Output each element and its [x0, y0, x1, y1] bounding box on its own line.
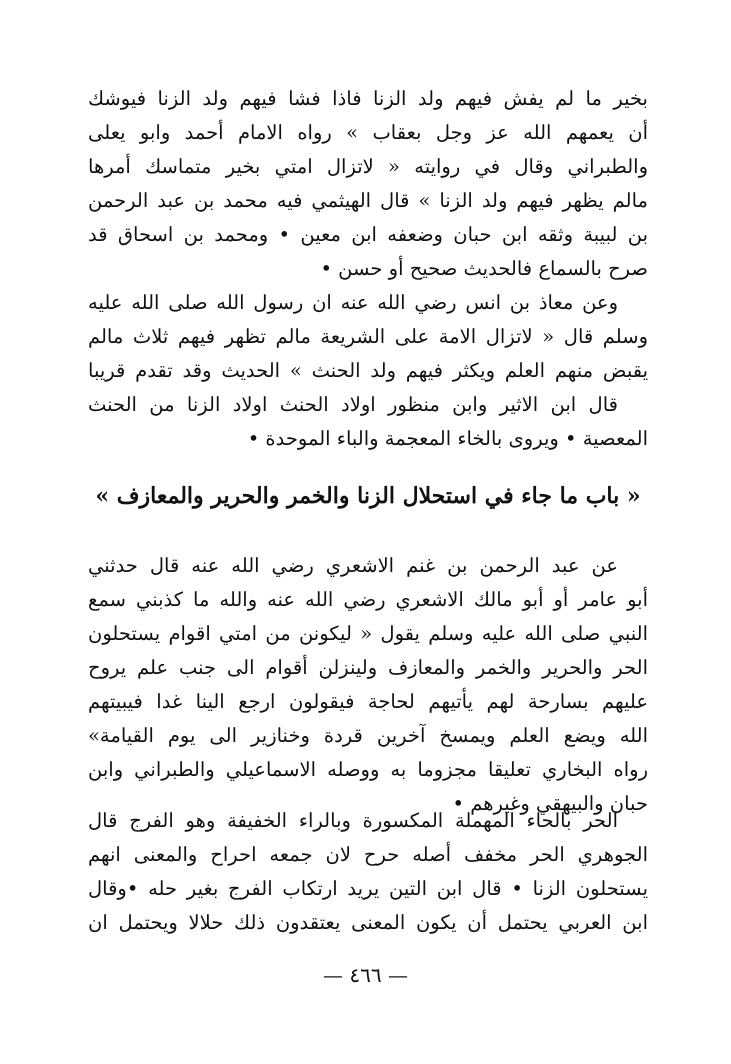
text-line: الحر والحرير والخمر والمعازف ولينزلن أقوام الى جنب علم يروح [88, 656, 648, 679]
text-line: الحر بالحاء المهملة المكسورة وبالراء الخفيفة وهو الفرج قال [88, 809, 618, 832]
text-line: صرح بالسماع فالحديث صحيح أو حسن • [320, 257, 648, 280]
paragraph-1 [88, 82, 648, 286]
text-line: النبي صلى الله عليه وسلم يقول « ليكونن من امتي اقوام يستحلون [88, 622, 648, 645]
text-line: الجوهري الحر مخفف أصله حرح لان جمعه احراح والمعنى انهم [88, 843, 648, 866]
page-number: — ٤٦٦ — [323, 963, 408, 987]
text-line: الله ويضع العلم ويمسخ آخرين قردة وخنازير الى يوم القيامة» [88, 724, 648, 747]
text-line: المعصية • ويروى بالخاء المعجمة والباء الموحدة • [247, 427, 648, 450]
paragraph-2 [88, 286, 648, 456]
text-line: بخير ما لم يفش فيهم ولد الزنا فاذا فشا فيهم ولد الزنا فيوشك [88, 87, 648, 110]
chapter-heading: « باب ما جاء في استحلال الزنا والخمر والحرير والمعازف » [95, 483, 641, 509]
text-line: أبو عامر أو أبو مالك الاشعري رضي الله عنه والله ما كذبني سمع [88, 588, 648, 611]
text-line: وسلم قال « لاتزال الامة على الشريعة مالم تظهر فيهم ثلاث مالم [88, 325, 648, 348]
text-line: ابن العربي يحتمل أن يكون المعنى يعتقدون ذلك حلالا ويحتمل ان [88, 911, 648, 934]
text-line: قال ابن الاثير وابن منظور اولاد الحنث اولاد الزنا من الحنث [88, 393, 618, 416]
text-line: بن لبيبة وثقه ابن حبان وضعفه ابن معين • ومحمد بن اسحاق قد [88, 223, 648, 246]
text-line: رواه البخاري تعليقا مجزوما به ووصله الاسماعيلي والطبراني وابن [88, 758, 648, 781]
text-line: أن يعمهم الله عز وجل بعقاب » رواه الامام أحمد وابو يعلى [88, 121, 648, 144]
text-line: وعن معاذ بن انس رضي الله عنه ان رسول الله صلى الله عليه [88, 291, 618, 314]
text-line: مالم يظهر فيهم ولد الزنا » قال الهيثمي فيه محمد بن عبد الرحمن [88, 189, 648, 212]
text-line: يستحلون الزنا • قال ابن التين يريد ارتكاب الفرج بغير حله •وقال [88, 877, 648, 900]
paragraph-3 [88, 549, 648, 821]
paragraph-4 [88, 804, 648, 940]
text-line: يقبض منهم العلم ويكثر فيهم ولد الحنث » الحديث وقد تقدم قريبا [88, 359, 648, 382]
text-line: والطبراني وقال في روايته « لاتزال امتي بخير متماسك أمرها [88, 155, 648, 178]
text-line: حبان والبيهقي وغيرهم • [452, 792, 648, 815]
text-line: عن عبد الرحمن بن غنم الاشعري رضي الله عنه قال حدثني [88, 554, 618, 577]
text-line: عليهم بسارحة لهم يأتيهم لحاجة فيقولون ارجع الينا غدا فيبيتهم [88, 690, 648, 713]
